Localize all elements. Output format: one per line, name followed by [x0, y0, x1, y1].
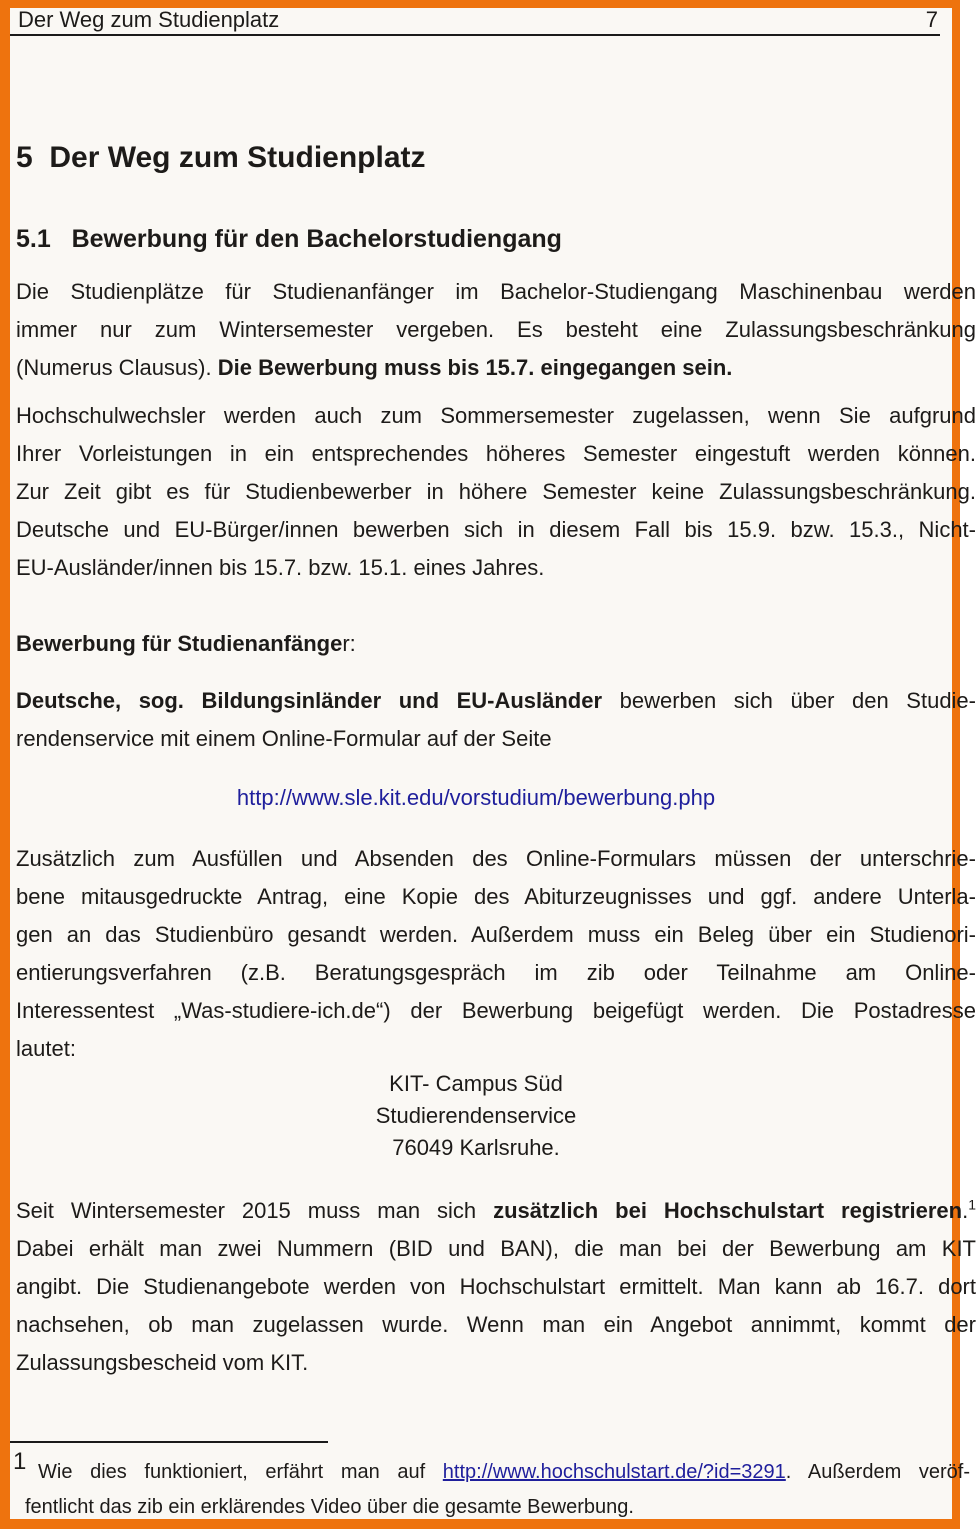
text-line: nachsehen, ob man zugelassen wurde. Wenn man ein Angebot annimmt, kommt der: [16, 1312, 976, 1337]
hochschulstart-url-link[interactable]: http://www.hochschulstart.de/?id=3291: [442, 1461, 786, 1483]
text-line: Ihrer Vorleistungen in ein entsprechendes höheres Semester eingestuft werden können.: [16, 441, 976, 466]
application-url-link[interactable]: http://www.sle.kit.edu/vorstudium/bewerbung.php: [236, 785, 716, 810]
text-line: gen an das Studienbüro gesandt werden. Außerdem muss ein Beleg über ein Studienori-: [16, 922, 976, 947]
paragraph-documents: [16, 840, 976, 1068]
text-line: Deutsche und EU-Bürger/innen bewerben sich in diesem Fall bis 15.9. bzw. 15.3., Nicht-: [16, 517, 976, 542]
paragraph-transfer-students: [16, 397, 976, 587]
text-line: Wie dies funktioniert, erfährt man auf http://www.hochschulstart.de/?id=3291. Außerdem veröf-: [38, 1461, 970, 1483]
running-header-title: Der Weg zum Studienplatz: [18, 7, 280, 32]
text-line: Zulassungsbescheid vom KIT.: [16, 1350, 309, 1375]
text-line: (Numerus Clausus). Die Bewerbung muss bis 15.7. eingegangen sein.: [16, 355, 733, 380]
footnote-text: [10, 1455, 970, 1525]
text-line: rendenservice mit einem Online-Formular auf der Seite: [16, 726, 552, 751]
address-line-campus: KIT- Campus Süd: [389, 1071, 563, 1096]
text-line: angibt. Die Studienangebote werden von Hochschulstart ermittelt. Man kann ab 16.7. dort: [16, 1274, 976, 1299]
section-heading: 5.1 Bewerbung für den Bachelorstudiengang: [16, 225, 562, 253]
text-line: immer nur zum Wintersemester vergeben. Es besteht eine Zulassungsbeschränkung: [16, 317, 976, 342]
document-page: [10, 7, 976, 1519]
paragraph-applicants: [16, 682, 976, 758]
footnote-marker: 1: [13, 1448, 27, 1475]
paragraph-admission: [16, 273, 976, 387]
postal-address: [16, 1068, 936, 1164]
footnote-reference: 1: [968, 1196, 976, 1213]
text-line: fentlicht das zib ein erklärendes Video über die gesamte Bewerbung.: [25, 1496, 634, 1518]
text-line: Zusätzlich zum Ausfüllen und Absenden des Online-Formulars müssen der unterschrie-: [16, 846, 976, 871]
paragraph-hochschulstart: [16, 1192, 976, 1382]
text-line: Zur Zeit gibt es für Studienbewerber in höhere Semester keine Zulassungsbeschränkung.: [16, 479, 976, 504]
hochschulstart-bold-text: zusätzlich bei Hochschulstart registrieren: [493, 1198, 963, 1223]
text-line: bene mitausgedruckte Antrag, eine Kopie des Abiturzeugnisses und ggf. andere Unterla-: [16, 884, 976, 909]
text-line: EU-Ausländer/innen bis 15.7. bzw. 15.1. eines Jahres.: [16, 555, 545, 580]
text-line: Seit Wintersemester 2015 muss man sich zusätzlich bei Hochschulstart registrieren.$^1$: [16, 1196, 976, 1223]
text-line: entierungsverfahren (z.B. Beratungsgespräch im zib oder Teilnahme am Online-: [16, 960, 976, 985]
text-line: Dabei erhält man zwei Nummern (BID und BAN), die man bei der Bewerbung am KIT: [16, 1236, 976, 1261]
text-line: Interessentest „Was-studiere-ich.de“) der Bewerbung beigefügt werden. Die Postadresse: [16, 998, 976, 1023]
text-line: Die Studienplätze für Studienanfänger im Bachelor-Studiengang Maschinenbau werden: [16, 279, 976, 304]
subheading-application: Bewerbung für Studienanfänger:: [16, 631, 356, 656]
applicant-groups-bold-text: Deutsche, sog. Bildungsinländer und EU-Ausländer: [16, 688, 603, 713]
chapter-heading: 5 Der Weg zum Studienplatz: [16, 141, 426, 174]
application-link-line: [16, 779, 936, 817]
page-number: 7: [925, 7, 938, 32]
address-line-service: Studierendenservice: [375, 1103, 577, 1128]
text-line: Hochschulwechsler werden auch zum Sommersemester zugelassen, wenn Sie aufgrund: [16, 403, 976, 428]
running-header: [18, 6, 938, 34]
address-line-city: 76049 Karlsruhe.: [392, 1135, 560, 1160]
text-line: lautet:: [16, 1036, 76, 1061]
header-rule: [10, 34, 940, 36]
deadline-bold-text: Die Bewerbung muss bis 15.7. eingegangen sein.: [217, 355, 733, 380]
footnote-rule: [10, 1441, 328, 1443]
text-line: Deutsche, sog. Bildungsinländer und EU-Ausländer bewerben sich über den Studie-: [16, 688, 976, 713]
